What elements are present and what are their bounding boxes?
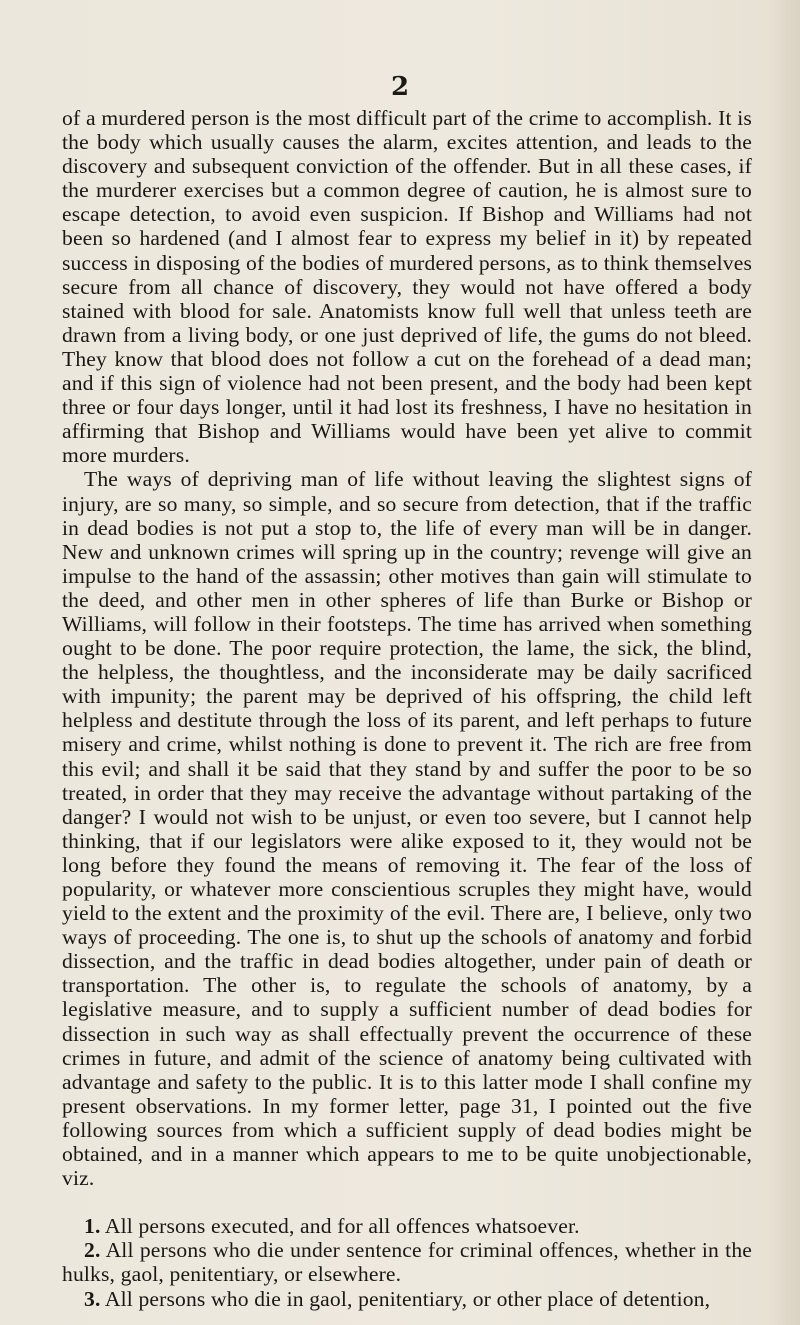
list-item-number: 3. (84, 1286, 101, 1311)
list-item (62, 1287, 752, 1311)
list-item-text: All persons who die under sentence for criminal offences, whether in the hulks, gaol, penitentiary, or elsewhere. (62, 1238, 753, 1287)
body-text (62, 106, 752, 1311)
paragraph-continued: of a murdered person is the most difficult part of the crime to accomplish. It is the body which usually causes the alarm, excites attention, and leads to the discovery and subsequent conviction of the offender. But in all these cases, if the murderer exercises but a common degree of caution, he is almost sure to escape detection, to avoid even suspicion. If Bishop and Williams had not been so hardened (and I almost fear to express my belief in it) by repeated success in disposing of the bodies of murdered persons, as to think themselves secure from all chance of discovery, they would not have offered a body stained with blood for sale. Anatomists know full well that unless teeth are drawn from a living body, or one just deprived of life, the gums do not bleed. They know that blood does not follow a cut on the forehead of a dead man; and if this sign of violence had not been present, and the body had been kept three or four days longer, until it had lost its freshness, I have no hesitation in affirming that Bishop and Williams would have been yet alive to commit more murders. (62, 106, 752, 468)
sources-list (62, 1214, 752, 1310)
list-item-text: All persons who die in gaol, penitentiary, or other place of detention, (104, 1286, 711, 1311)
list-item (62, 1214, 752, 1238)
list-item (62, 1238, 752, 1286)
page-number: 2 (390, 72, 410, 102)
list-item-text: All persons executed, and for all offences whatsoever. (104, 1214, 580, 1239)
paragraph: The ways of depriving man of life without leaving the slightest signs of injury, are so many, so simple, and so secure from detection, that if the traffic in dead bodies is not put a stop to, the life of every man will be in danger. New and unknown crimes will spring up in the country; revenge will give an impulse to the hand of the assassin; other motives than gain will stimulate to the deed, and other men in other spheres of life than Burke or Bishop or Williams, will follow in their footsteps. The time has arrived when something ought to be done. The poor require protection, the lame, the sick, the blind, the helpless, the thoughtless, and the inconsiderate may be daily sacrificed with impunity; the parent may be deprived of his offspring, the child left helpless and destitute through the loss of its parent, and left perhaps to future misery and crime, whilst nothing is done to prevent it. The rich are free from this evil; and shall it be said that they stand by and suffer the poor to be so treated, in order that they may receive the advantage without partaking of the danger? I would not wish to be unjust, or even too severe, but I cannot help thinking, that if our legislators were alike exposed to it, they would not be long before they found the means of removing it. The fear of the loss of popularity, or whatever more conscientious scruples they might have, would yield to the extent and the proximity of the evil. There are, I believe, only two ways of proceeding. The one is, to shut up the schools of anatomy and forbid dissection, and the traffic in dead bodies altogether, under pain of death or transportation. The other is, to regulate the schools of anatomy, by a legislative measure, and to supply a sufficient number of dead bodies for dissection in such way as shall effectually prevent the occurrence of these crimes in future, and admit of the science of anatomy being cultivated with advantage and safety to the public. It is to this latter mode I shall confine my present observations. In my former letter, page 31, I pointed out the five following sources from which a sufficient supply of dead bodies might be obtained, and in a manner which appears to me to be quite unobjectionable, viz. (62, 467, 752, 1191)
list-item-number: 1. (84, 1214, 101, 1239)
list-item-number: 2. (84, 1238, 101, 1263)
